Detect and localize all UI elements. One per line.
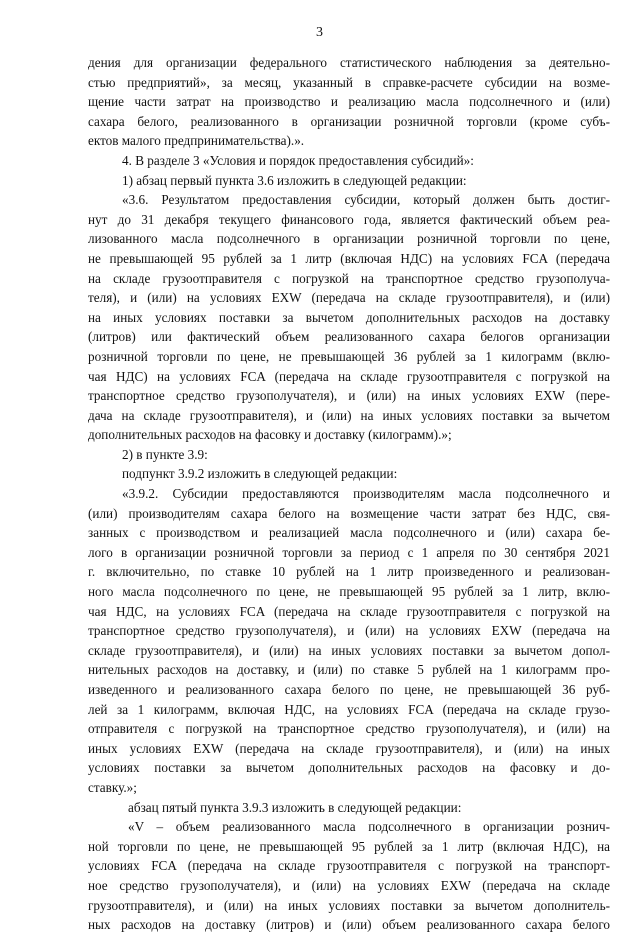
- text-line: лизованного масла подсолнечного в организации розничной торговли по цене,: [88, 231, 610, 247]
- text-line: дения для организации федерального статистического наблюдения за деятельно-: [88, 55, 610, 70]
- text-line: дача на складе грузоотправителя), и (или) на иных условиях поставки за вычетом: [88, 407, 610, 423]
- text-line: условиях поставки за вычетом дополнительных расходов на фасовку и до-: [88, 760, 610, 776]
- text-line: 1) абзац первый пункта 3.6 изложить в следующей редакции:: [122, 172, 467, 188]
- text-line: 2) в пункте 3.9:: [122, 446, 208, 462]
- text-line: занных с производством и реализацией масла подсолнечного и (или) сахара бе-: [88, 525, 610, 541]
- text-line: (литров) или фактический объем реализованного сахара белогов организации: [88, 329, 610, 345]
- text-line: транспортное средство грузополучателя), и (или) на условиях EXW (передача на: [88, 623, 610, 639]
- document-body: [88, 53, 610, 935]
- text-line: «3.9.2. Субсидии предоставляются производителям масла подсолнечного и: [122, 486, 610, 502]
- text-line: ных расходов на доставку (литров) и (или) объем реализованного сахара белого: [88, 917, 610, 933]
- text-line: щение части затрат на производство и реализацию масла подсолнечного и (или): [88, 94, 610, 110]
- text-line: на иных условиях поставки за вычетом дополнительных расходов на доставку: [88, 309, 610, 325]
- text-line: лей за 1 килограмм, включая НДС, на условиях FCA (передача на складе грузо-: [88, 701, 610, 717]
- text-line: подпункт 3.9.2 изложить в следующей редакции:: [122, 466, 398, 482]
- text-line: «3.6. Результатом предоставления субсидии, который должен быть достиг-: [122, 192, 610, 208]
- text-line: розничной торговли по цене, не превышающей 36 рублей за 1 килограмм (вклю-: [88, 348, 610, 364]
- text-line: отправителя с погрузкой на транспортное средство грузополучателя), и (или) на: [88, 721, 610, 737]
- text-line: иных условиях EXW (передача на складе грузоотправителя), и (или) на иных: [88, 740, 610, 756]
- text-line: дополнительных расходов на фасовку и доставку (килограмм).»;: [88, 427, 452, 443]
- text-line: ное средство грузополучателя), и (или) на условиях EXW (передача на складе: [88, 877, 610, 893]
- text-line: (или) производителям сахара белого на возмещение части затрат без НДС, свя-: [88, 505, 610, 521]
- text-line: «V – объем реализованного масла подсолнечного в организации рознич-: [128, 819, 610, 835]
- text-line: абзац пятый пункта 3.9.3 изложить в следующей редакции:: [128, 799, 462, 815]
- text-line: ставку.»;: [88, 779, 137, 795]
- text-line: ектов малого предпринимательства).».: [88, 133, 305, 149]
- text-line: условиях FCA (передача на складе грузоотправителя с погрузкой на транспорт-: [88, 858, 610, 874]
- text-line: сахара белого, реализованного в организации розничной торговли (кроме субъ-: [88, 113, 610, 129]
- text-line: грузоотправителя), и (или) на иных условиях поставки за вычетом дополнитель-: [88, 897, 610, 913]
- text-line: 4. В разделе 3 «Условия и порядок предоставления субсидий»:: [122, 152, 474, 168]
- text-line: транспортное средство грузополучателя), и (или) на иных условиях EXW (пере-: [88, 388, 610, 404]
- text-line: изведенного и реализованного сахара белого по цене, не превышающей 36 руб-: [88, 682, 610, 697]
- text-line: складе грузоотправителя), и (или) на иных условиях поставки за вычетом допол-: [88, 642, 610, 658]
- text-line: чая НДС, на условиях FCA (передача на складе грузоотправителя с погрузкой на: [88, 603, 610, 619]
- text-line: не превышающей 95 рублей за 1 литр (включая НДС) на условиях FCA (передача: [88, 250, 610, 266]
- page-number: 3: [316, 25, 323, 40]
- text-line: нут до 31 декабря текущего финансового года, является фактический объем реа-: [88, 211, 610, 227]
- text-line: чая НДС) на условиях FCA (передача на складе грузоотправителя с погрузкой на: [88, 368, 610, 384]
- text-line: лого в организации розничной торговли за период с 1 апреля по 30 сентября 2021: [88, 544, 610, 560]
- text-line: нительных расходов на доставку, и (или) по ставке 5 рублей на 1 килограмм про-: [88, 662, 610, 678]
- text-line: на складе грузоотправителя с погрузкой на транспортное средство грузополуча-: [88, 270, 610, 286]
- text-line: теля), и (или) на условиях EXW (передача на складе грузоотправителя), и (или): [88, 290, 610, 306]
- text-line: ного масла подсолнечного по цене, не превышающей 95 рублей за 1 литр, вклю-: [88, 584, 610, 600]
- text-line: стью предприятий», за месяц, указанный в справке-расчете субсидии на возме-: [88, 74, 610, 90]
- text-line: ной торговли по цене, не превышающей 95 рублей за 1 литр (включая НДС), на: [88, 838, 610, 854]
- text-line: г. включительно, по ставке 10 рублей на 1 литр произведенного и реализован-: [88, 564, 610, 580]
